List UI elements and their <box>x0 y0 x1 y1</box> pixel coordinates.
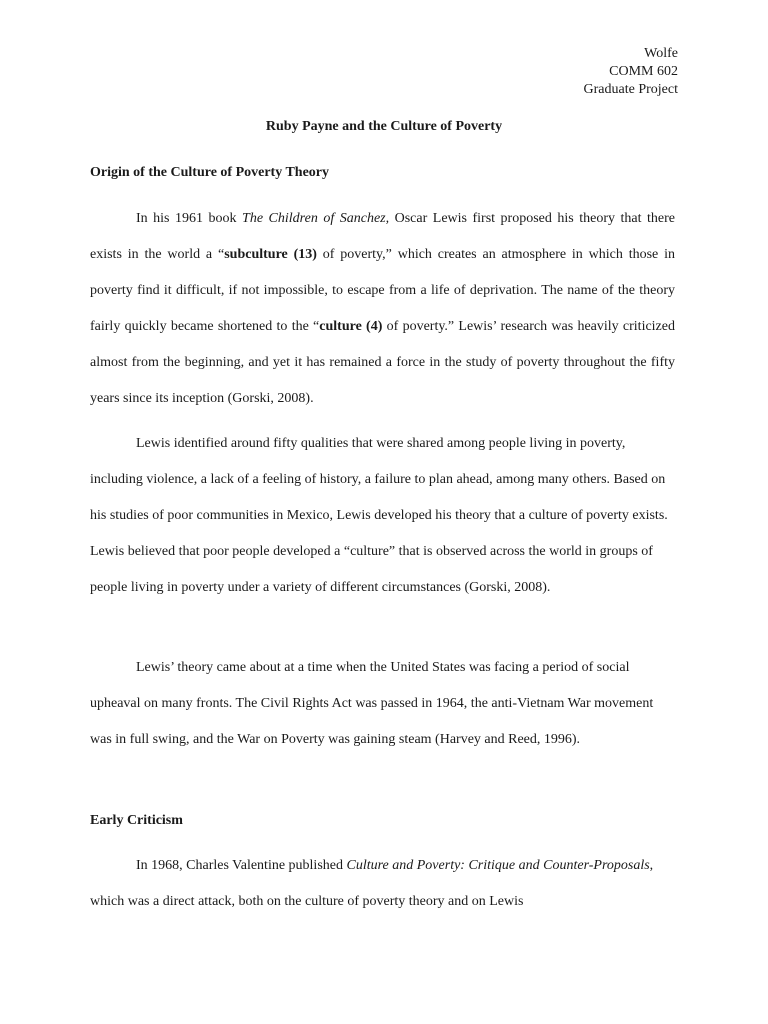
paragraph: In his 1961 book The Children of Sanchez, Oscar Lewis first proposed his theory that there exists in the world a “subculture (13) of poverty,” which creates an atmosphere in which those in poverty find it difficult, if not impossible, to escape from a life of deprivation. The name of the theory fairly quickly became shortened to the “culture (4) of poverty.” Lewis’ research was heavily criticized almost from the beginning, and yet it has remained a force in the study of poverty throughout the fifty years since its inception (Gorski, 2008). <box>90 211 676 406</box>
paper-title: Ruby Payne and the Culture of Poverty <box>265 119 503 134</box>
book-title: Culture and Poverty: Critique and Counter-Proposals <box>346 858 650 873</box>
paragraph: Lewis identified around fifty qualities that were shared among people living in poverty, including violence, a lack of a feeling of history, a failure to plan ahead, among many others. Based on his studies of poor communities in Mexico, Lewis developed his theory that a culture of poverty exists. Lewis believed that poor people developed a “culture” that is observed across the world in groups of people living in poverty under a variety of different circumstances (Gorski, 2008). <box>90 436 668 595</box>
header-block <box>584 45 678 99</box>
paragraph: In 1968, Charles Valentine published Culture and Poverty: Critique and Counter-Proposals, which was a direct attack, both on the culture of poverty theory and on Lewis <box>90 858 654 909</box>
section-heading: Origin of the Culture of Poverty Theory <box>90 165 330 180</box>
project-label: Graduate Project <box>583 82 678 97</box>
section-heading: Early Criticism <box>90 813 183 828</box>
course-code: COMM 602 <box>609 64 678 79</box>
paragraph: Lewis’ theory came about at a time when the United States was facing a period of social upheaval on many fronts. The Civil Rights Act was passed in 1964, the anti-Vietnam War movement was in full swing, and the War on Poverty was gaining steam (Harvey and Reed, 1996). <box>90 660 654 747</box>
author-name: Wolfe <box>644 46 678 61</box>
bold-term: subculture (13) <box>224 247 317 262</box>
book-title: The Children of Sanchez, <box>242 211 390 226</box>
bold-term: culture (4) <box>319 319 383 334</box>
